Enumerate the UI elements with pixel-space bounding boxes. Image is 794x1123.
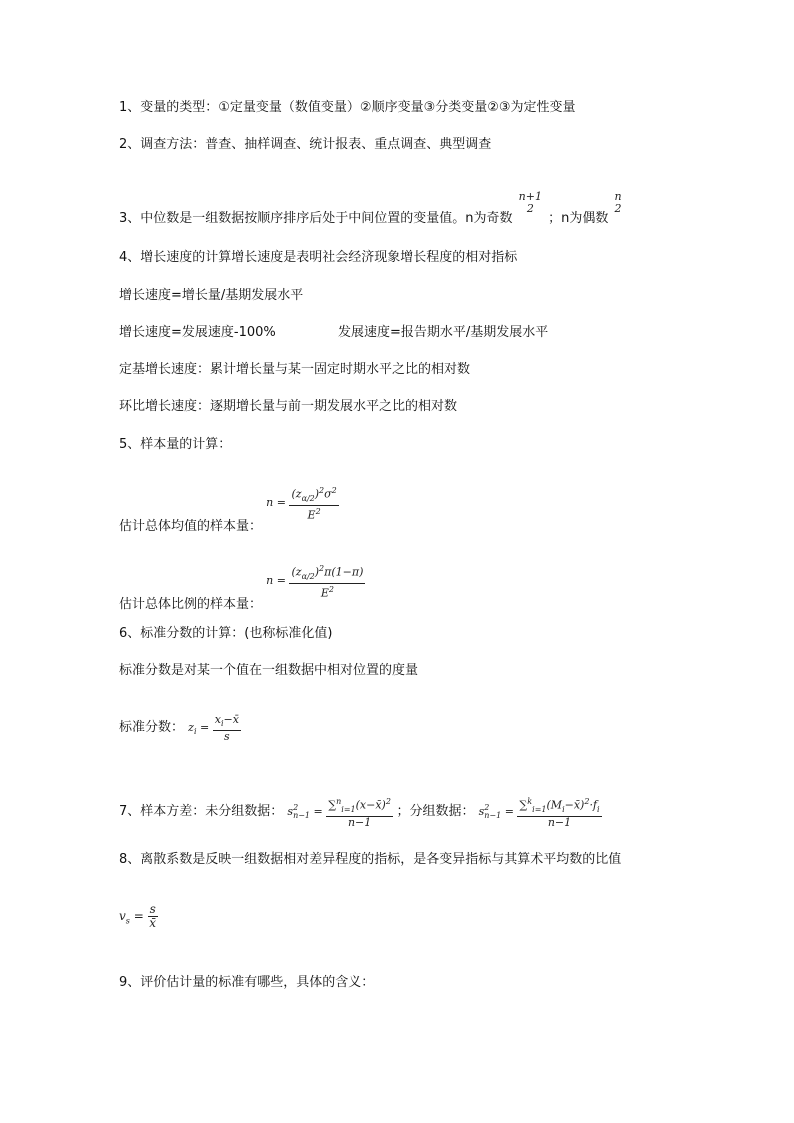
sample-variance-grouped-formula: s 2 n−1 = $\frac{\sum^k_{i=1}(M_i-x̄)^2\cdot f_i}{n-1}$ [478,797,600,829]
sample-variance-ungrouped-label: 7、样本方差：未分组数据： [119,803,284,819]
standard-score-row [119,713,241,743]
item-1-variable-types: 1、变量的类型：①定量变量（数值变量）②顺序变量③分类变量②③为定性变量 [119,100,576,115]
growth-rate-formula-2: 增长速度=发展速度-100% [119,325,276,340]
standard-score-definition: 标准分数是对某一个值在一组数据中相对位置的度量 [119,663,419,678]
item-4-growth-rate: 4、增长速度的计算增长速度是表明社会经济现象增长程度的相对指标 [119,250,518,265]
standard-score-formula: $z_i$ = $\frac{x_i-x̄}{s}$ [188,713,239,744]
item-3-median [119,190,624,227]
item-9-estimator-criteria: 9、评价估计量的标准有哪些，具体的含义： [119,975,375,990]
chain-growth-rate: 环比增长速度：逐期增长量与前一期发展水平之比的相对数 [119,399,458,414]
standard-score-label: 标准分数： [119,720,185,736]
item-5-sample-size: 5、样本量的计算： [119,437,232,452]
sample-size-proportion-formula: n = $\frac{(z_{\alpha/2})^2\pi(1-\pi)}{E^2}$ [266,564,364,600]
median-odd-formula: n+1 2 [518,190,542,215]
sample-size-mean-row [119,484,339,535]
median-text: 3、中位数是一组数据按顺序排序后处于中间位置的变量值。n为奇数 [119,211,513,226]
sample-size-proportion-row [119,562,365,613]
sample-variance-ungrouped-formula: s 2 n−1 = $\frac{\sum^n_{i=1}(x-x̄)^2}{n-1}$ [287,797,391,829]
item-6-standard-score: 6、标准分数的计算：(也称标准化值) [119,626,333,641]
sample-size-proportion-label: 估计总体比例的样本量： [119,596,263,612]
item-8-coefficient-of-variation: 8、离散系数是反映一组数据相对差异程度的指标，是各变异指标与其算术平均数的比值 [119,852,622,867]
growth-rate-formula-1: 增长速度=增长量/基期发展水平 [119,288,304,303]
fixed-base-growth-rate: 定基增长速度：累计增长量与某一固定时期水平之比的相对数 [119,362,471,377]
sample-variance-grouped-label: ；分组数据： [396,803,475,819]
growth-rate-formula-row [119,325,548,341]
median-even-formula: n 2 [614,190,622,215]
median-text-even: ；n为偶数 [548,211,609,226]
coefficient-of-variation-formula: $v_s$ = $\frac{s}{x̄}$ [119,902,157,930]
development-rate-formula: 发展速度=报告期水平/基期发展水平 [338,325,549,340]
sample-size-mean-label: 估计总体均值的样本量： [119,518,263,534]
sample-size-mean-formula: n = $\frac{(z_{\alpha/2})^2\sigma^2}{E^2}$ [266,486,337,522]
item-7-sample-variance [119,795,602,829]
item-2-survey-methods: 2、调查方法：普查、抽样调查、统计报表、重点调查、典型调查 [119,137,492,152]
